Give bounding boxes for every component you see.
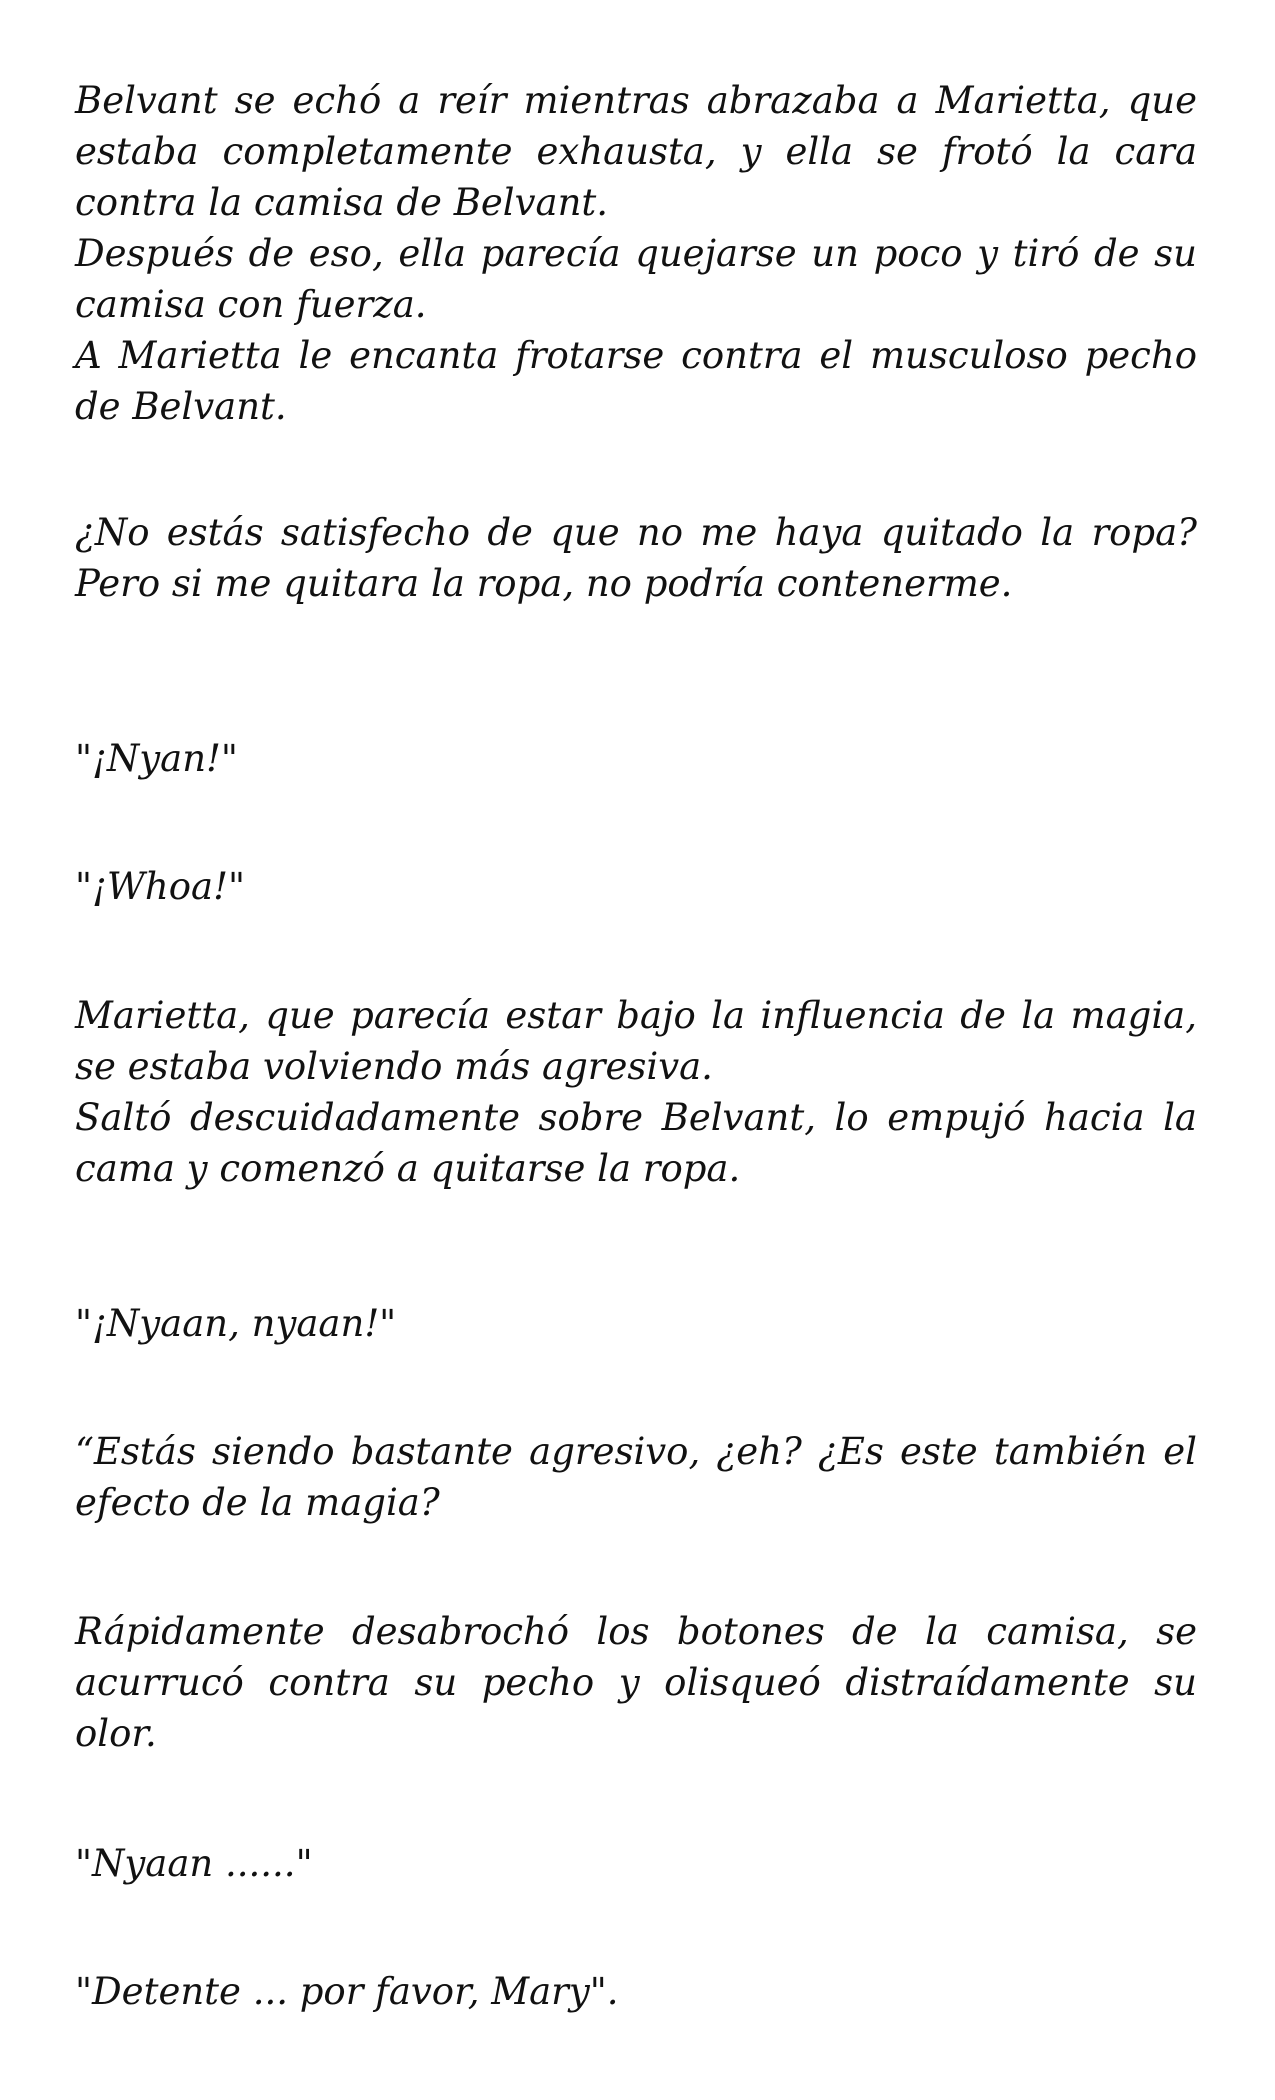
paragraph-line: Después de eso, ella parecía quejarse un poco y tiró de su camisa con fuerza. [75,232,1197,326]
paragraph-thought [75,507,1197,609]
dialogue-nyaan-nyaan [75,1298,1197,1349]
dialogue-whoa [75,861,1197,912]
paragraph-line: "¡Nyaan, nyaan!" [75,1302,397,1345]
dialogue-nyaan [75,1838,1197,1889]
dialogue-detente [75,1966,1197,2017]
dialogue-agresivo [75,1426,1197,1528]
paragraph-line: "Detente ... por favor, Mary". [75,1970,619,2013]
paragraph-line: Rápidamente desabrochó los botones de la camisa, se acurrucó contra su pecho y olisqueó distraídamente su olor. [75,1610,1197,1755]
paragraph-intro [75,75,1197,432]
paragraph-line: "¡Whoa!" [75,865,245,908]
paragraph-line: Marietta, que parecía estar bajo la influencia de la magia, se estaba volviendo más agresiva. [75,994,1197,1088]
paragraph-line: "¡Nyan!" [75,737,238,780]
paragraph-line: Belvant se echó a reír mientras abrazaba a Marietta, que estaba completamente exhausta, y ella se frotó la cara contra la camisa de Belvant. [75,79,1197,224]
paragraph-line: “Estás siendo bastante agresivo, ¿eh? ¿Es este también el efecto de la magia? [75,1430,1197,1524]
paragraph-line: Saltó descuidadamente sobre Belvant, lo empujó hacia la cama y comenzó a quitarse la ropa. [75,1096,1197,1190]
dialogue-nyan [75,733,1197,784]
paragraph-line: "Nyaan ......" [75,1842,313,1885]
paragraph-aggressive [75,990,1197,1194]
paragraph-line: ¿No estás satisfecho de que no me haya quitado la ropa? Pero si me quitara la ropa, no podría contenerme. [75,511,1197,605]
paragraph-buttons [75,1606,1197,1759]
paragraph-line: A Marietta le encanta frotarse contra el musculoso pecho de Belvant. [75,334,1197,428]
